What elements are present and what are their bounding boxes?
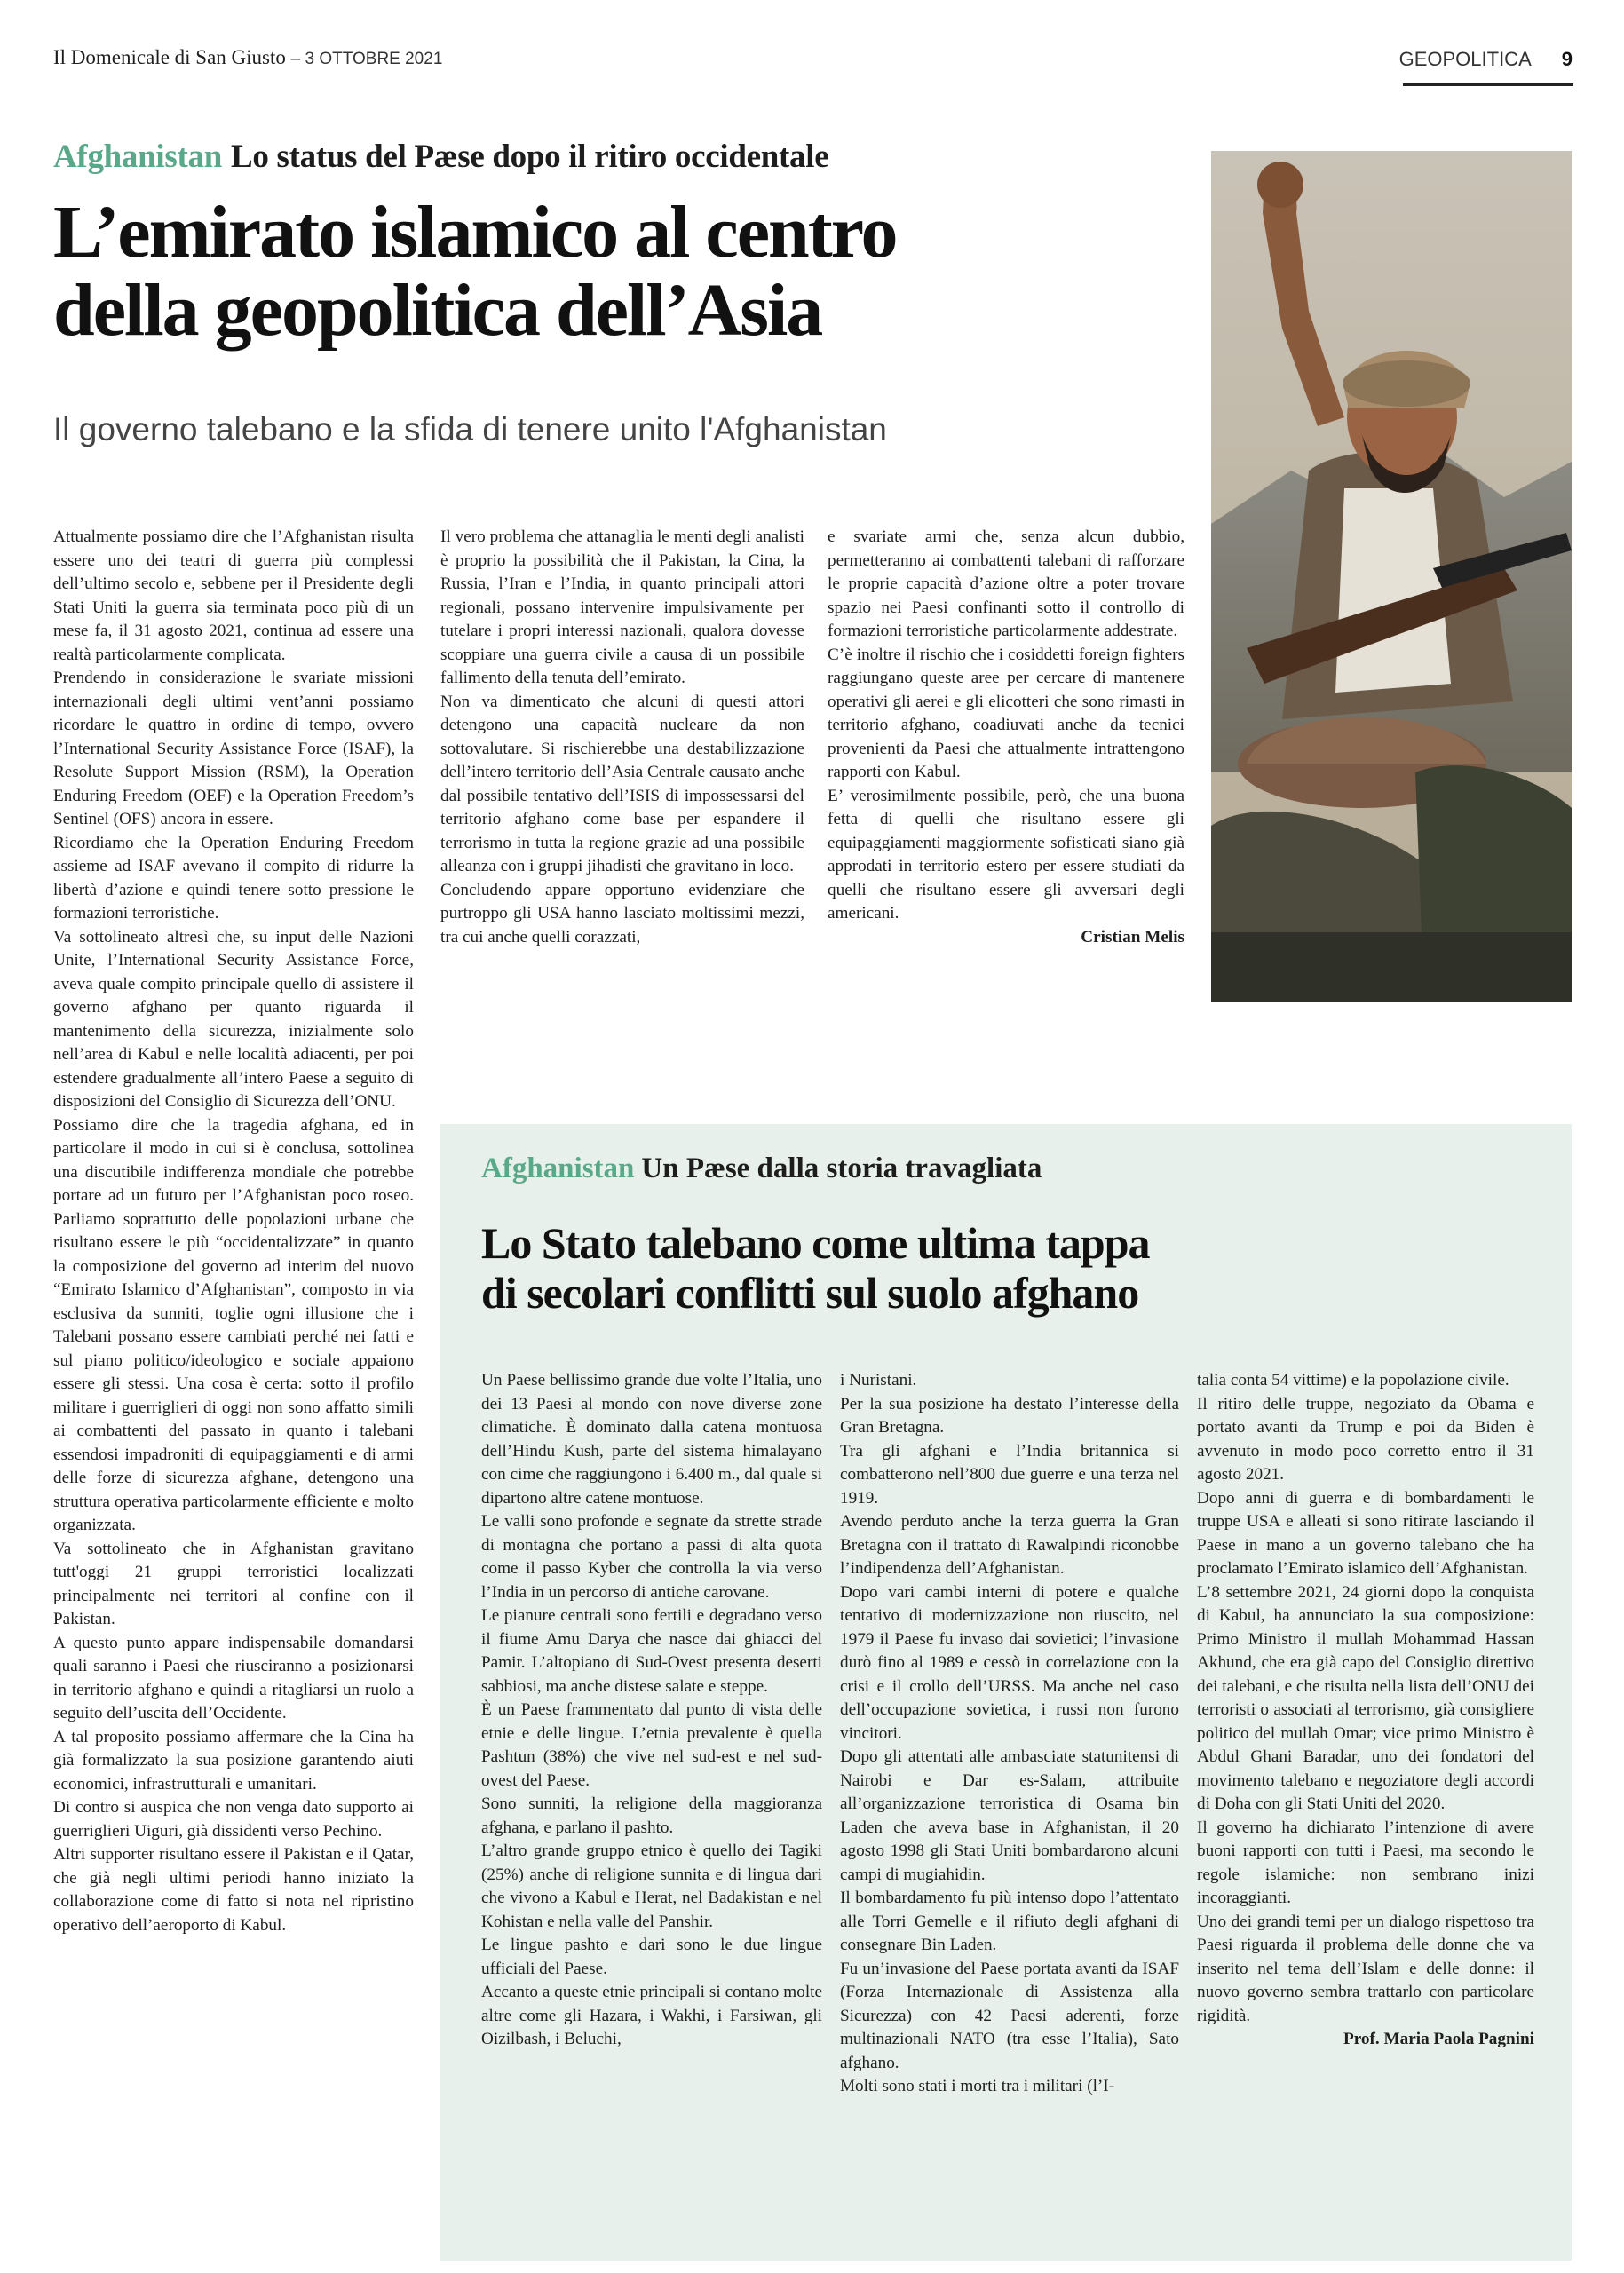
paragraph: Le lingue pashto e dari sono le due lingue ufficiali del Paese. <box>481 1936 822 1978</box>
paragraph: Attualmente possiamo dire che l’Afghanistan risulta essere uno dei teatri di guerra più complessi dell’ultimo secolo e, sebbene per il Presidente degli Stati Uniti la guerra sia terminata poco più di un mese fa, il 31 agosto 2021, continua ad essere una realtà particolarmente complicata. <box>53 527 414 664</box>
section-header <box>1399 48 1573 71</box>
paragraph: E’ verosimilmente possibile, però, che una buona fetta di quelli che risultano essere gli equipaggiamenti maggiormente sofisticati siano già approdati in territorio estero per essere studiati da quelli che risultano essere gli avversari degli americani. <box>828 786 1184 923</box>
paragraph: Va sottolineato altresì che, su input delle Nazioni Unite, l’International Security Assistance Force, aveva quale compito principale quello di assistere il governo afghano per quanto riguarda il mantenimento della sicurezza, inizialmente solo nell’area di Kabul e nelle località adiacenti, per poi estendere gradualmente all’intero Paese a seguito di disposizioni del Consiglio di Sicurezza dell’ONU. <box>53 927 414 1111</box>
paragraph: A questo punto appare indispensabile domandarsi quali saranno i Paesi che riusciranno a posizionarsi in territorio afghano e quindi a ritagliarsi un ruolo a seguito dell’uscita dell’Occidente. <box>53 1633 414 1723</box>
page-number: 9 <box>1561 48 1573 70</box>
article1-kicker-text: Lo status del Pæse dopo il ritiro occidentale <box>230 139 829 175</box>
paragraph: Il ritiro delle truppe, negoziato da Obama e portato avanti da Trump e poi da Biden è avvenuto in modo poco corretto entro il 31 agosto 2021. <box>1197 1394 1534 1484</box>
section-name: GEOPOLITICA <box>1398 48 1532 70</box>
paragraph: Di contro si auspica che non venga dato supporto ai guerriglieri Uiguri, già dissidenti verso Pechino. <box>53 1798 414 1841</box>
paragraph: È un Paese frammentato dal punto di vista delle etnie e delle lingue. L’etnia prevalente è quella Pashtun (38%) che vive nel sud-est e nel sud-ovest del Paese. <box>481 1700 822 1790</box>
paragraph: Fu un’invasione del Paese portata avanti da ISAF (Forza Internazionale di Assistenza alla Sicurezza) con 42 Paesi aderenti, forze multinazionali NATO (tra esse l’Italia), Sato afghano. <box>840 1959 1179 2072</box>
article1-headline <box>53 191 1172 352</box>
article1-kicker-country: Afghanistan <box>53 139 222 175</box>
paragraph: Il vero problema che attanaglia le menti degli analisti è proprio la possibilità che il Pakistan, la Cina, la Russia, l’Iran e l’India, in quanto principali attori regionali, possano intervenire impulsivamente per tutelare i propri interessi nazionali, qualora dovesse scoppiare una guerra civile a causa di un possibile fallimento della tenuta dell’emirato. <box>440 527 804 687</box>
paragraph: i Nuristani. <box>840 1371 917 1390</box>
paragraph: Possiamo dire che la tragedia afghana, ed in particolare il modo in cui si è conclusa, sottolinea una discutibile indifferenza mondiale che potrebbe portare ad un futuro per l’Afghanistan poco roseo. Parliamo soprattutto delle popolazioni urbane che risultano essere le più “occidentalizzate” in quanto la composizione del governo ad interim del nuovo “Emirato Islamico d’Afghanistan”, composto in via esclusiva da sunniti, toglie ogni illusione che i Talebani possano essere cambiati perché nei fatti e sul piano politico/ideologico e sociale appaiono essere gli stessi. Una cosa è certa: sotto il profilo militare i guerriglieri di oggi non sono affatto simili ai combattenti del passato in quanto i talebani essendosi impadroniti di equipaggiamenti e di armi delle forze di sicurezza afghane, detengono una struttura operativa particolarmente efficiente e molto organizzata. <box>53 1115 414 1534</box>
paragraph: Va sottolineato che in Afghanistan gravitano tutt'oggi 21 gruppi terroristici localizzati principalmente nei territori al confine con il Pakistan. <box>53 1539 414 1628</box>
article1-headline-line: L’emirato islamico al centro <box>53 191 897 273</box>
paragraph: L’8 settembre 2021, 24 giorni dopo la conquista di Kabul, ha annunciato la sua composizione: Primo Ministro il mullah Mohammad Hassan Akhund, che era già capo del Consiglio direttivo dei talebani, e che risulta nella lista dell’ONU dei terroristi o associati al terrorismo, già consigliere politico del mullah Omar; vice primo Ministro è Abdul Ghani Baradar, uno dei fondatori del movimento talebano e negoziatore degli accordi di Doha con gli Stati Uniti del 2020. <box>1197 1582 1534 1813</box>
article1-kicker <box>53 138 828 176</box>
paragraph: Il bombardamento fu più intenso dopo l’attentato alle Torri Gemelle e il rifiuto degli afghani di consegnare Bin Laden. <box>840 1889 1179 1954</box>
article2-kicker-country: Afghanistan <box>481 1152 635 1184</box>
article1-byline: Cristian Melis <box>1081 927 1184 946</box>
paragraph: Le pianure centrali sono fertili e degradano verso il fiume Amu Darya che nasce dai ghiacci del Pamir. L’altopiano di Sud-Ovest presenta deserti sabbiosi, ma anche distese salate e steppe. <box>481 1606 822 1696</box>
article2-headline-line: di secolari conflitti sul suolo afghano <box>481 1268 1139 1318</box>
paragraph: Accanto a queste etnie principali si contano molte altre come gli Hazara, i Wakhi, i Farsiwan, gli Oizilbash, i Beluchi, <box>481 1983 822 2048</box>
paragraph: Tra gli afghani e l’India britannica si combatterono nell’800 due guerre e una terza nel 1919. <box>840 1441 1179 1508</box>
article2-headline <box>481 1218 1529 1318</box>
paragraph: Dopo gli attentati alle ambasciate statunitensi di Nairobi e Dar es-Salam, attribuite all’organizzazione terroristica di Osama bin Laden che aveva base in Afghanistan, il 20 agosto 1998 gli Stati Uniti bombardarono alcuni campi di mugiahidin. <box>840 1747 1179 1884</box>
article2-kicker <box>481 1152 1042 1185</box>
article1-column-3 <box>828 526 1184 949</box>
masthead <box>53 46 442 69</box>
taliban-fighters-photo-image <box>1211 151 1572 1002</box>
paragraph: Le valli sono profonde e segnate da strette strade di montagna che portano a passi di alta quota come il passo Kyber che controlla la via verso l’India in un percorso di antiche carovane. <box>481 1512 822 1602</box>
paragraph: talia conta 54 vittime) e la popolazione civile. <box>1197 1371 1509 1390</box>
issue-date: – 3 OTTOBRE 2021 <box>290 50 443 68</box>
article2-column-2 <box>840 1369 1179 2099</box>
article1-headline-line: della geopolitica dell’Asia <box>53 269 822 352</box>
paragraph: A tal proposito possiamo affermare che la Cina ha già formalizzato la sua posizione garantendo aiuti economici, infrastrutturali e umanitari. <box>53 1727 414 1794</box>
paragraph: Ricordiamo che la Operation Enduring Freedom assieme ad ISAF avevano il compito di ridurre la libertà d’azione e quindi tenere sotto pressione le formazioni terroristiche. <box>53 833 414 923</box>
article2-column-3 <box>1197 1369 1534 2052</box>
article2-headline-line: Lo Stato talebano come ultima tappa <box>481 1218 1150 1268</box>
article2-byline: Prof. Maria Paola Pagnini <box>1343 2030 1534 2048</box>
paragraph: Dopo vari cambi interni di potere e qualche tentativo di modernizzazione non riuscito, nel 1979 il Paese fu invaso dai sovietici; l’invasione durò fino al 1989 e cessò in correlazione con la crisi e il crollo dell’URSS. Ma anche nel caso dell’occupazione sovietica, i russi non furono vincitori. <box>840 1582 1179 1743</box>
paragraph: Non va dimenticato che alcuni di questi attori detengono una capacità nucleare da non sottovalutare. Si rischierebbe una destabilizzazione dell’intero territorio dell’Asia Centrale causato anche dal possibile tentativo dell’ISIS di impossessarsi del territorio afghano come base per espandere il terrorismo in tutta la regione grazie ad una possibile alleanza con i gruppi jihadisti che gravitano in loco. <box>440 692 804 875</box>
paragraph: Concludendo appare opportuno evidenziare che purtroppo gli USA hanno lasciato moltissimi mezzi, tra cui anche quelli corazzati, <box>440 880 804 946</box>
header-rule <box>1403 83 1573 86</box>
paragraph: Molti sono stati i morti tra i militari (l’I- <box>840 2077 1115 2095</box>
article1-column-1 <box>53 526 414 1937</box>
paragraph: e svariate armi che, senza alcun dubbio, permetteranno ai combattenti talebani di rafforzare le proprie capacità d’azione oltre a poter trovare spazio nei Paesi confinanti sotto il controllo di formazioni terroristiche particolarmente addestrate. <box>828 527 1184 640</box>
paragraph: Il governo ha dichiarato l’intenzione di avere buoni rapporti con tutti i Paesi, ma secondo le regole islamiche: non sembrano inizi incoraggianti. <box>1197 1818 1534 1907</box>
paragraph: L’altro grande gruppo etnico è quello dei Tagiki (25%) anche di religione sunnita e di lingua dari che vivono a Kabul e Herat, nel Badakistan e nel Kohistan e nella valle del Panshir. <box>481 1841 822 1931</box>
newspaper-name: Il Domenicale di San Giusto <box>53 46 286 68</box>
article1-column-2 <box>440 526 804 949</box>
paragraph: Avendo perduto anche la terza guerra la Gran Bretagna con il trattato di Rawalpindi riconobbe l’indipendenza dell’Afghanistan. <box>840 1512 1179 1578</box>
paragraph: Per la sua posizione ha destato l’interesse della Gran Bretagna. <box>840 1394 1179 1437</box>
paragraph: Sono sunniti, la religione della maggioranza afghana, e parlano il pashto. <box>481 1794 822 1837</box>
paragraph: Altri supporter risultano essere il Pakistan e il Qatar, che già negli ultimi periodi hanno iniziato la collaborazione come di fatto si nota nel ripristino operativo dell’aeroporto di Kabul. <box>53 1845 414 1935</box>
paragraph: Un Paese bellissimo grande due volte l’Italia, uno dei 13 Paesi al mondo con nove diverse zone climatiche. È dominato dalla catena montuosa dell’Hindu Kush, parte del sistema himalayano con cime che raggiungono i 6.400 m., dal quale si dipartono altre catene montuose. <box>481 1371 822 1508</box>
article1-subhead: Il governo talebano e la sfida di tenere unito l'Afghanistan <box>53 411 887 447</box>
paragraph: Dopo anni di guerra e di bombardamenti le truppe USA e alleati si sono ritirate lasciando il Paese in mano a un governo talebano che ha proclamato l’Emirato islamico dell’Afghanistan. <box>1197 1488 1534 1578</box>
paragraph: Prendendo in considerazione le svariate missioni internazionali degli ultimi vent’anni possiamo ricordare le quattro in ordine di tempo, ovvero l’International Security Assistance Force (ISAF), la Resolute Support Mission (RSM), la Operation Enduring Freedom (OEF) e la Operation Freedom’s Sentinel (OFS) ancora in essere. <box>53 669 414 828</box>
article2-column-1 <box>481 1369 822 2052</box>
article1-photo <box>1211 151 1572 1002</box>
paragraph: Uno dei grandi temi per un dialogo rispettoso tra Paesi riguarda il problema delle donne che va inserito nel tema dell’Islam e delle donne: il nuovo governo sembra trattarlo con particolare rigidità. <box>1197 1912 1534 2025</box>
article2-kicker-text: Un Pæse dalla storia travagliata <box>641 1152 1042 1184</box>
paragraph: C’è inoltre il rischio che i cosiddetti foreign fighters raggiungano queste aree per cercare di mantenere operativi gli aerei e gli elicotteri che sono rimasti in territorio afghano, coadiuvati anche da tecnici provenienti da Paesi che attualmente intrattengono rapporti con Kabul. <box>828 645 1184 781</box>
